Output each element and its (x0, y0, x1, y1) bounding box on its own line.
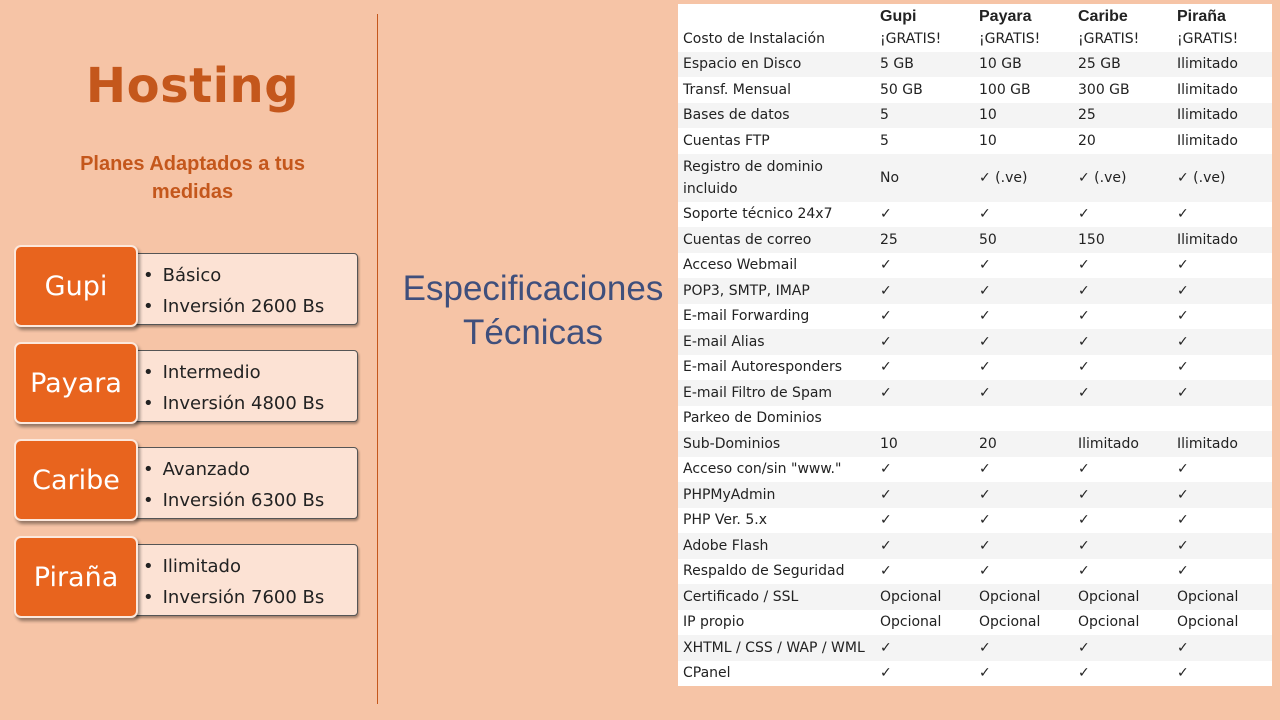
table-row (678, 77, 1272, 103)
table-row (678, 355, 1272, 381)
plan-details (132, 350, 358, 422)
check-icon: ✓ (974, 304, 1073, 330)
plan-caribe (14, 439, 359, 529)
page-subtitle: Planes Adaptados a tus medidas (80, 153, 305, 203)
feature-name: Acceso Webmail (678, 253, 875, 279)
table-cell: Ilimitado (1172, 431, 1272, 457)
plan-level: • Avanzado (143, 454, 324, 485)
table-row (678, 482, 1272, 508)
table-row (678, 304, 1272, 330)
check-icon: ✓ (1172, 508, 1272, 534)
table-cell: 10 GB (974, 52, 1073, 78)
check-icon: ✓ (875, 278, 974, 304)
check-icon: ✓ (1073, 329, 1172, 355)
table-cell: 20 (1073, 128, 1172, 154)
table-row (678, 329, 1272, 355)
check-icon: ✓ (875, 457, 974, 483)
feature-name: PHP Ver. 5.x (678, 508, 875, 534)
table-cell: Ilimitado (1073, 431, 1172, 457)
check-icon: ✓ (1172, 482, 1272, 508)
check-icon: ✓ (1172, 355, 1272, 381)
feature-name: Bases de datos (678, 103, 875, 129)
plan-price: • Inversión 2600 Bs (143, 291, 324, 322)
feature-name: Sub-Dominios (678, 431, 875, 457)
table-cell: ✓ (.ve) (974, 154, 1073, 202)
page-title: Hosting (85, 58, 300, 114)
table-cell: 5 (875, 103, 974, 129)
table-cell (1172, 406, 1272, 432)
check-icon: ✓ (875, 559, 974, 585)
table-cell (974, 406, 1073, 432)
table-cell: Ilimitado (1172, 52, 1272, 78)
plan-price: • Inversión 4800 Bs (143, 388, 324, 419)
table-row (678, 278, 1272, 304)
check-icon: ✓ (974, 533, 1073, 559)
table-cell (1073, 406, 1172, 432)
plan-name: Gupi (14, 245, 138, 327)
check-icon: ✓ (1073, 304, 1172, 330)
table-cell: Ilimitado (1172, 128, 1272, 154)
check-icon: ✓ (875, 661, 974, 687)
feature-name: Acceso con/sin "www." (678, 457, 875, 483)
plan-name: Piraña (14, 536, 138, 618)
table-row (678, 584, 1272, 610)
plan-level: • Básico (143, 260, 324, 291)
table-cell: Opcional (974, 584, 1073, 610)
feature-name: PHPMyAdmin (678, 482, 875, 508)
vertical-divider (377, 14, 378, 704)
table-row (678, 128, 1272, 154)
check-icon: ✓ (1073, 482, 1172, 508)
table-row (678, 635, 1272, 661)
check-icon: ✓ (974, 380, 1073, 406)
table-cell: ✓ (.ve) (1172, 154, 1272, 202)
check-icon: ✓ (1172, 380, 1272, 406)
specs-table-header (678, 4, 1272, 26)
check-icon: ✓ (1073, 559, 1172, 585)
table-cell: Opcional (1073, 584, 1172, 610)
header-plan: Payara (974, 4, 1073, 26)
check-icon: ✓ (875, 253, 974, 279)
check-icon: ✓ (974, 457, 1073, 483)
table-row (678, 610, 1272, 636)
plan-pirana (14, 536, 359, 626)
check-icon: ✓ (974, 482, 1073, 508)
plan-level: • Ilimitado (143, 551, 324, 582)
feature-name: Adobe Flash (678, 533, 875, 559)
check-icon: ✓ (1172, 329, 1272, 355)
plan-level: • Intermedio (143, 357, 324, 388)
check-icon: ✓ (974, 355, 1073, 381)
check-icon: ✓ (974, 253, 1073, 279)
table-cell: 10 (974, 103, 1073, 129)
table-cell: 50 (974, 227, 1073, 253)
feature-name: E-mail Alias (678, 329, 875, 355)
check-icon: ✓ (1172, 278, 1272, 304)
plan-price: • Inversión 7600 Bs (143, 582, 324, 613)
check-icon: ✓ (875, 533, 974, 559)
table-cell: 150 (1073, 227, 1172, 253)
specs-table-body (678, 26, 1272, 686)
header-row (678, 4, 1272, 26)
check-icon: ✓ (1073, 278, 1172, 304)
table-cell: Opcional (875, 610, 974, 636)
feature-name: Cuentas FTP (678, 128, 875, 154)
check-icon: ✓ (1172, 304, 1272, 330)
plan-details (132, 447, 358, 519)
check-icon: ✓ (1172, 661, 1272, 687)
check-icon: ✓ (974, 329, 1073, 355)
header-plan: Piraña (1172, 4, 1272, 26)
table-cell: Ilimitado (1172, 227, 1272, 253)
table-cell: ✓ (.ve) (1073, 154, 1172, 202)
check-icon: ✓ (875, 508, 974, 534)
feature-name: Transf. Mensual (678, 77, 875, 103)
check-icon: ✓ (1172, 533, 1272, 559)
table-row (678, 380, 1272, 406)
check-icon: ✓ (974, 635, 1073, 661)
check-icon: ✓ (1172, 559, 1272, 585)
check-icon: ✓ (974, 202, 1073, 228)
feature-name: E-mail Forwarding (678, 304, 875, 330)
check-icon: ✓ (1172, 253, 1272, 279)
check-icon: ✓ (1172, 202, 1272, 228)
table-row (678, 227, 1272, 253)
table-row (678, 253, 1272, 279)
feature-name: Certificado / SSL (678, 584, 875, 610)
table-cell: 5 (875, 128, 974, 154)
table-cell: 20 (974, 431, 1073, 457)
table-cell: 50 GB (875, 77, 974, 103)
feature-name: XHTML / CSS / WAP / WML (678, 635, 875, 661)
check-icon: ✓ (1172, 635, 1272, 661)
table-cell: 25 (875, 227, 974, 253)
check-icon: ✓ (1073, 533, 1172, 559)
table-row (678, 661, 1272, 687)
check-icon: ✓ (1073, 253, 1172, 279)
feature-name: E-mail Autoresponders (678, 355, 875, 381)
table-cell: 100 GB (974, 77, 1073, 103)
table-cell: Ilimitado (1172, 77, 1272, 103)
check-icon: ✓ (1073, 508, 1172, 534)
check-icon: ✓ (1073, 380, 1172, 406)
table-row (678, 508, 1272, 534)
plan-name: Payara (14, 342, 138, 424)
check-icon: ✓ (1073, 457, 1172, 483)
table-row (678, 52, 1272, 78)
header-plan: Gupi (875, 4, 974, 26)
plan-details (132, 544, 358, 616)
feature-name: Soporte técnico 24x7 (678, 202, 875, 228)
check-icon: ✓ (1073, 202, 1172, 228)
table-cell: ¡GRATIS! (875, 26, 974, 52)
table-cell: Opcional (1172, 610, 1272, 636)
table-cell (875, 406, 974, 432)
specs-heading: Especificaciones Técnicas (402, 269, 664, 352)
check-icon: ✓ (1172, 457, 1272, 483)
table-cell: Opcional (1073, 610, 1172, 636)
feature-name: IP propio (678, 610, 875, 636)
feature-name: Registro de dominio incluido (678, 154, 875, 202)
table-cell: 300 GB (1073, 77, 1172, 103)
feature-name: Respaldo de Seguridad (678, 559, 875, 585)
check-icon: ✓ (875, 355, 974, 381)
table-cell: Opcional (1172, 584, 1272, 610)
feature-name: Parkeo de Dominios (678, 406, 875, 432)
table-row (678, 533, 1272, 559)
header-plan: Caribe (1073, 4, 1172, 26)
check-icon: ✓ (974, 661, 1073, 687)
table-cell: 5 GB (875, 52, 974, 78)
feature-name: Costo de Instalación (678, 26, 875, 52)
check-icon: ✓ (875, 635, 974, 661)
feature-name: Cuentas de correo (678, 227, 875, 253)
table-cell: 25 GB (1073, 52, 1172, 78)
check-icon: ✓ (974, 508, 1073, 534)
check-icon: ✓ (875, 380, 974, 406)
table-row (678, 154, 1272, 202)
feature-name: POP3, SMTP, IMAP (678, 278, 875, 304)
table-row (678, 406, 1272, 432)
table-row (678, 457, 1272, 483)
plan-payara (14, 342, 359, 432)
feature-name: Espacio en Disco (678, 52, 875, 78)
table-cell: 25 (1073, 103, 1172, 129)
plan-name: Caribe (14, 439, 138, 521)
table-cell: No (875, 154, 974, 202)
check-icon: ✓ (1073, 635, 1172, 661)
table-cell: ¡GRATIS! (1073, 26, 1172, 52)
table-cell: ¡GRATIS! (974, 26, 1073, 52)
plan-gupi (14, 245, 359, 335)
check-icon: ✓ (974, 559, 1073, 585)
table-row (678, 431, 1272, 457)
table-cell: Opcional (875, 584, 974, 610)
check-icon: ✓ (875, 329, 974, 355)
plan-details (132, 253, 358, 325)
table-row (678, 103, 1272, 129)
table-cell: Opcional (974, 610, 1073, 636)
check-icon: ✓ (1073, 661, 1172, 687)
plan-price: • Inversión 6300 Bs (143, 485, 324, 516)
check-icon: ✓ (974, 278, 1073, 304)
table-cell: 10 (875, 431, 974, 457)
feature-name: E-mail Filtro de Spam (678, 380, 875, 406)
specs-table (678, 4, 1272, 686)
feature-name: CPanel (678, 661, 875, 687)
header-feature (678, 4, 875, 26)
check-icon: ✓ (1073, 355, 1172, 381)
check-icon: ✓ (875, 202, 974, 228)
table-cell: ¡GRATIS! (1172, 26, 1272, 52)
table-row (678, 26, 1272, 52)
table-cell: Ilimitado (1172, 103, 1272, 129)
table-cell: 10 (974, 128, 1073, 154)
table-row (678, 559, 1272, 585)
check-icon: ✓ (875, 482, 974, 508)
check-icon: ✓ (875, 304, 974, 330)
table-row (678, 202, 1272, 228)
